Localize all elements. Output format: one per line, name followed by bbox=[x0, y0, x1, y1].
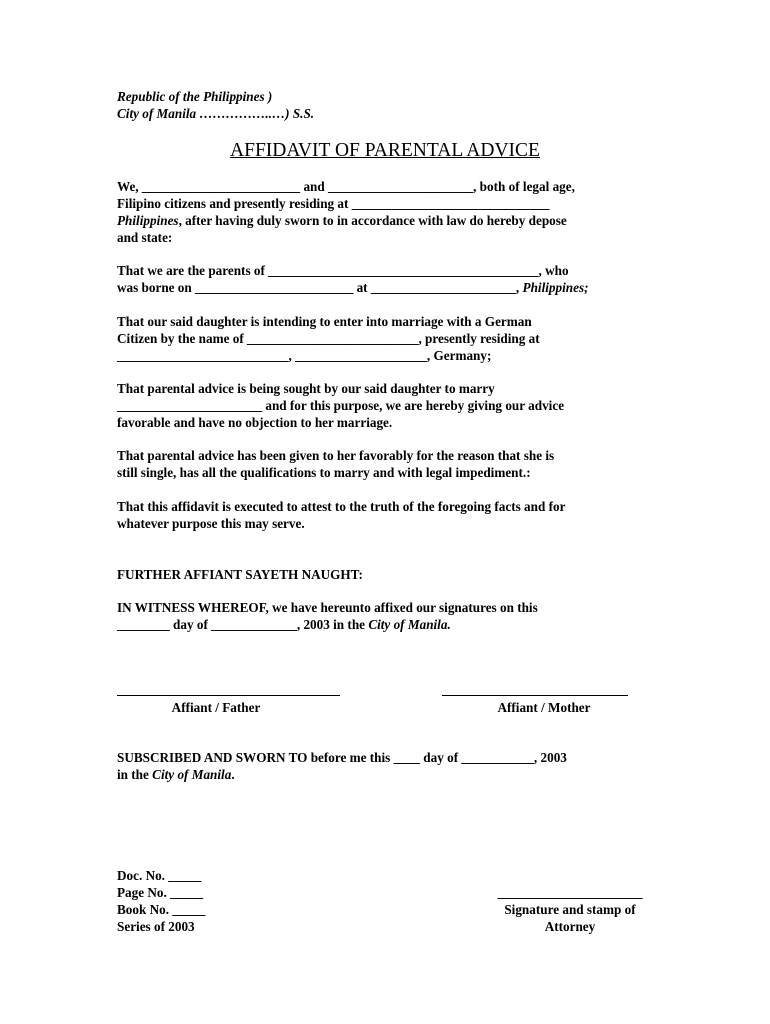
attorney-label-2: Attorney bbox=[544, 919, 596, 934]
father-signature-line bbox=[117, 695, 340, 696]
paragraph-parents bbox=[117, 262, 657, 296]
republic-line: Republic of the Philippines ) bbox=[117, 89, 273, 104]
book-no: Book No. _____ bbox=[117, 902, 206, 917]
affiant-father-label: Affiant / Father bbox=[171, 700, 261, 715]
subscribed-line-2-text: in the bbox=[117, 767, 153, 782]
subscribed-clause bbox=[117, 749, 657, 783]
p5-line-1: That parental advice has been given to her favorably for the reason that she is bbox=[117, 448, 555, 463]
paragraph-advice-given bbox=[117, 447, 657, 481]
further-line: FURTHER AFFIANT SAYETH NAUGHT: bbox=[117, 567, 363, 582]
p2-line-2 bbox=[117, 279, 657, 296]
page-no: Page No. _____ bbox=[117, 885, 204, 900]
p4-line-1: That parental advice is being sought by our said daughter to marry bbox=[117, 381, 495, 396]
p1-line-4: and state: bbox=[117, 230, 173, 245]
p2-line-1: That we are the parents of _________________________________________, who bbox=[117, 263, 569, 278]
p1-line-3-text: , after having duly sworn to in accordance with law do hereby depose bbox=[178, 213, 567, 228]
witness-line-2-text: ________ day of _____________, 2003 in the bbox=[117, 617, 369, 632]
p4-line-3: favorable and have no objection to her marriage. bbox=[117, 415, 393, 430]
witness-line-2 bbox=[117, 616, 657, 633]
attorney-signature-line: ______________________ bbox=[497, 885, 643, 900]
attorney-signature bbox=[480, 884, 660, 935]
subscribed-period: . bbox=[231, 767, 235, 782]
p6-line-2: whatever purpose this may serve. bbox=[117, 516, 305, 531]
paragraph-purpose bbox=[117, 498, 657, 532]
p4-line-2: ______________________ and for this purpose, we are hereby giving our advice bbox=[117, 398, 565, 413]
p1-line-2: Filipino citizens and presently residing at ______________________________ bbox=[117, 196, 550, 211]
city-line: City of Manila ……………..…) S.S. bbox=[117, 106, 315, 121]
subscribed-line-1: SUBSCRIBED AND SWORN TO before me this ____ day of ___________, 2003 bbox=[117, 750, 567, 765]
paragraph-advice-sought bbox=[117, 380, 657, 431]
p3-line-1: That our said daughter is intending to enter into marriage with a German bbox=[117, 314, 532, 329]
subscribed-city: City of Manila bbox=[152, 767, 232, 782]
p6-line-1: That this affidavit is executed to attest to the truth of the foregoing facts and for bbox=[117, 499, 566, 514]
p2-philippines: Philippines; bbox=[519, 280, 589, 295]
p1-line-1: We, ________________________ and ______________________, both of legal age, bbox=[117, 179, 575, 194]
subscribed-line-2 bbox=[117, 766, 657, 783]
series: Series of 2003 bbox=[117, 919, 195, 934]
witness-city: City of Manila. bbox=[368, 617, 451, 632]
p2-line-2-text: was borne on ________________________ at ______________________, bbox=[117, 280, 520, 295]
witness-clause bbox=[117, 599, 657, 633]
further-affiant bbox=[117, 566, 657, 583]
attorney-label-1: Signature and stamp of bbox=[504, 902, 636, 917]
p1-line-3 bbox=[117, 212, 657, 229]
affiant-mother-label: Affiant / Mother bbox=[497, 700, 591, 715]
p3-line-2: Citizen by the name of __________________________, presently residing at bbox=[117, 331, 540, 346]
document-title: AFFIDAVIT OF PARENTAL ADVICE bbox=[230, 140, 540, 161]
venue-header bbox=[117, 88, 657, 122]
paragraph-marriage-intent bbox=[117, 313, 657, 364]
p5-line-2: still single, has all the qualifications to marry and with legal impediment.: bbox=[117, 465, 531, 480]
doc-no: Doc. No. _____ bbox=[117, 868, 202, 883]
witness-line-1: IN WITNESS WHEREOF, we have hereunto affixed our signatures on this bbox=[117, 600, 538, 615]
notary-record bbox=[117, 867, 317, 935]
p3-line-3: __________________________, ____________________, Germany; bbox=[117, 348, 492, 363]
p1-philippines: Philippines bbox=[117, 213, 179, 228]
mother-signature-line bbox=[442, 695, 628, 696]
paragraph-parties bbox=[117, 178, 657, 246]
